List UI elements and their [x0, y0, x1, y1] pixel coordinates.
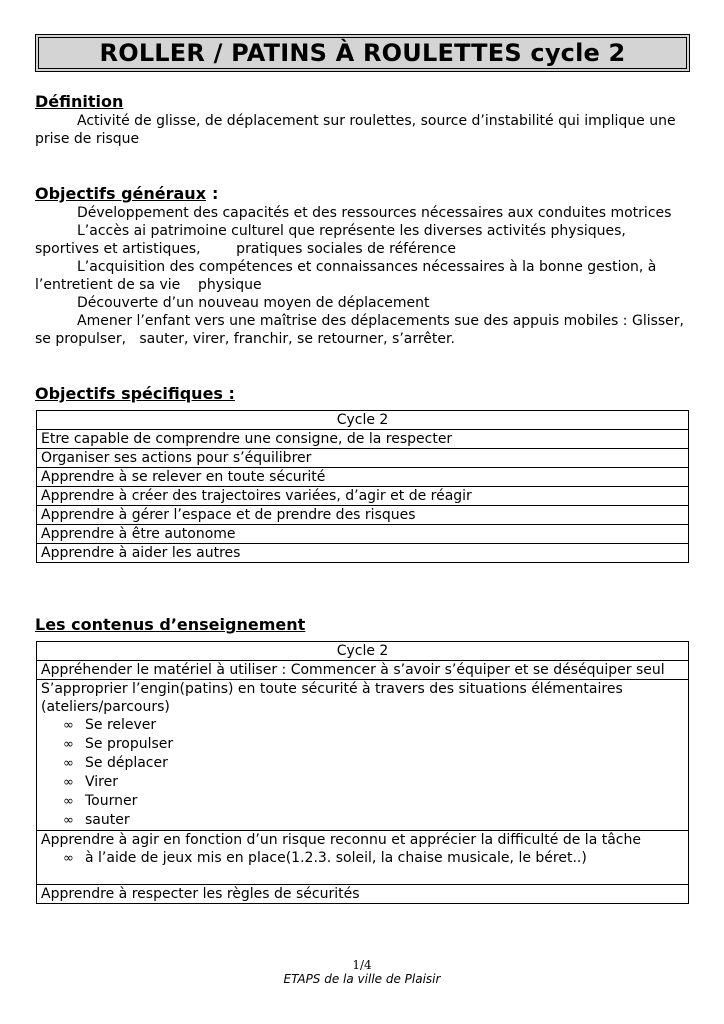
title-banner: [35, 34, 690, 72]
list-item: [63, 773, 684, 792]
objectif-item: Amener l’enfant vers une maîtrise des déplacements sue des appuis mobiles : Glisser, se propulser, sauter, virer, franchir, se retourner, s’arrêter.: [35, 313, 689, 347]
table-row: Apprendre à aider les autres: [37, 544, 689, 563]
page-number: 1/4: [352, 958, 372, 972]
list-item: [63, 754, 684, 773]
objectifs-specifiques-table: [36, 410, 689, 563]
table-row: [37, 680, 689, 831]
infinity-bullet-icon: ∞: [63, 851, 74, 866]
list-item-label: Se déplacer: [85, 755, 168, 771]
objectifs-generaux-title: Objectifs généraux: [35, 184, 207, 203]
list-item: [63, 792, 684, 811]
list-item-label: sauter: [85, 812, 130, 828]
infinity-bullet-icon: ∞: [63, 775, 74, 790]
list-item-label: à l’aide de jeux mis en place(1.2.3. soleil, la chaise musicale, le béret..): [85, 850, 587, 866]
list-item-label: Tourner: [85, 793, 138, 809]
footer: [0, 958, 724, 986]
objectifs-generaux-list: [35, 204, 690, 348]
list-item: [63, 811, 684, 830]
bullet-list: [41, 716, 684, 830]
objectifs-specifiques-heading: Objectifs spécifiques :: [35, 384, 235, 403]
infinity-bullet-icon: ∞: [63, 794, 74, 809]
footer-organization: ETAPS de la ville de Plaisir: [283, 972, 441, 986]
table-row: Organiser ses actions pour s’équilibrer: [37, 449, 689, 468]
list-item: [63, 735, 684, 754]
bullet-list: [41, 849, 684, 868]
page-title: ROLLER / PATINS À ROULETTES cycle 2: [99, 39, 626, 67]
table-row: Apprendre à respecter les règles de sécurités: [37, 885, 689, 904]
definition-heading: Définition: [35, 92, 124, 111]
row-text: Apprendre à agir en fonction d’un risque reconnu et apprécier la difficulté de la tâche: [41, 832, 641, 848]
row-text: S’approprier l’engin(patins) en toute sécurité à travers des situations élémentaires (ateliers/parcours): [41, 681, 623, 715]
objectif-item: L’accès ai patrimoine culturel que représente les diverses activités physiques, sportives et artistiques, pratiques sociales de référence: [35, 223, 631, 257]
objectif-item: Développement des capacités et des ressources nécessaires aux conduites motrices: [77, 205, 672, 221]
document-page: [35, 34, 690, 904]
list-item-label: Se relever: [85, 717, 157, 733]
infinity-bullet-icon: ∞: [63, 718, 74, 733]
table-row: [37, 831, 689, 885]
list-item-label: Se propulser: [85, 736, 174, 752]
table-row: Apprendre à créer des trajectoires variées, d’agir et de réagir: [37, 487, 689, 506]
table-header: Cycle 2: [37, 411, 689, 430]
objectifs-generaux-heading: [35, 184, 690, 204]
contenus-heading: Les contenus d’enseignement: [35, 615, 306, 634]
objectif-item: L’acquisition des compétences et connaissances nécessaires à la bonne gestion, à l’entretient de sa vie physique: [35, 259, 661, 293]
table-row: Apprendre à gérer l’espace et de prendre des risques: [37, 506, 689, 525]
objectifs-generaux-colon: :: [212, 184, 219, 203]
table-header: Cycle 2: [37, 642, 689, 661]
contenus-table: [36, 641, 689, 904]
definition-text: Activité de glisse, de déplacement sur roulettes, source d’instabilité qui implique une prise de risque: [35, 113, 676, 147]
table-row: Apprendre à se relever en toute sécurité: [37, 468, 689, 487]
list-item: [63, 849, 684, 868]
list-item: [63, 716, 684, 735]
infinity-bullet-icon: ∞: [63, 813, 74, 828]
objectif-item: Découverte d’un nouveau moyen de déplacement: [77, 295, 430, 311]
list-item-label: Virer: [85, 774, 118, 790]
infinity-bullet-icon: ∞: [63, 756, 74, 771]
table-row: Apprendre à être autonome: [37, 525, 689, 544]
table-row: Etre capable de comprendre une consigne, de la respecter: [37, 430, 689, 449]
infinity-bullet-icon: ∞: [63, 737, 74, 752]
table-row: Appréhender le matériel à utiliser : Commencer à s’avoir s’équiper et se déséquiper seul: [37, 661, 689, 680]
